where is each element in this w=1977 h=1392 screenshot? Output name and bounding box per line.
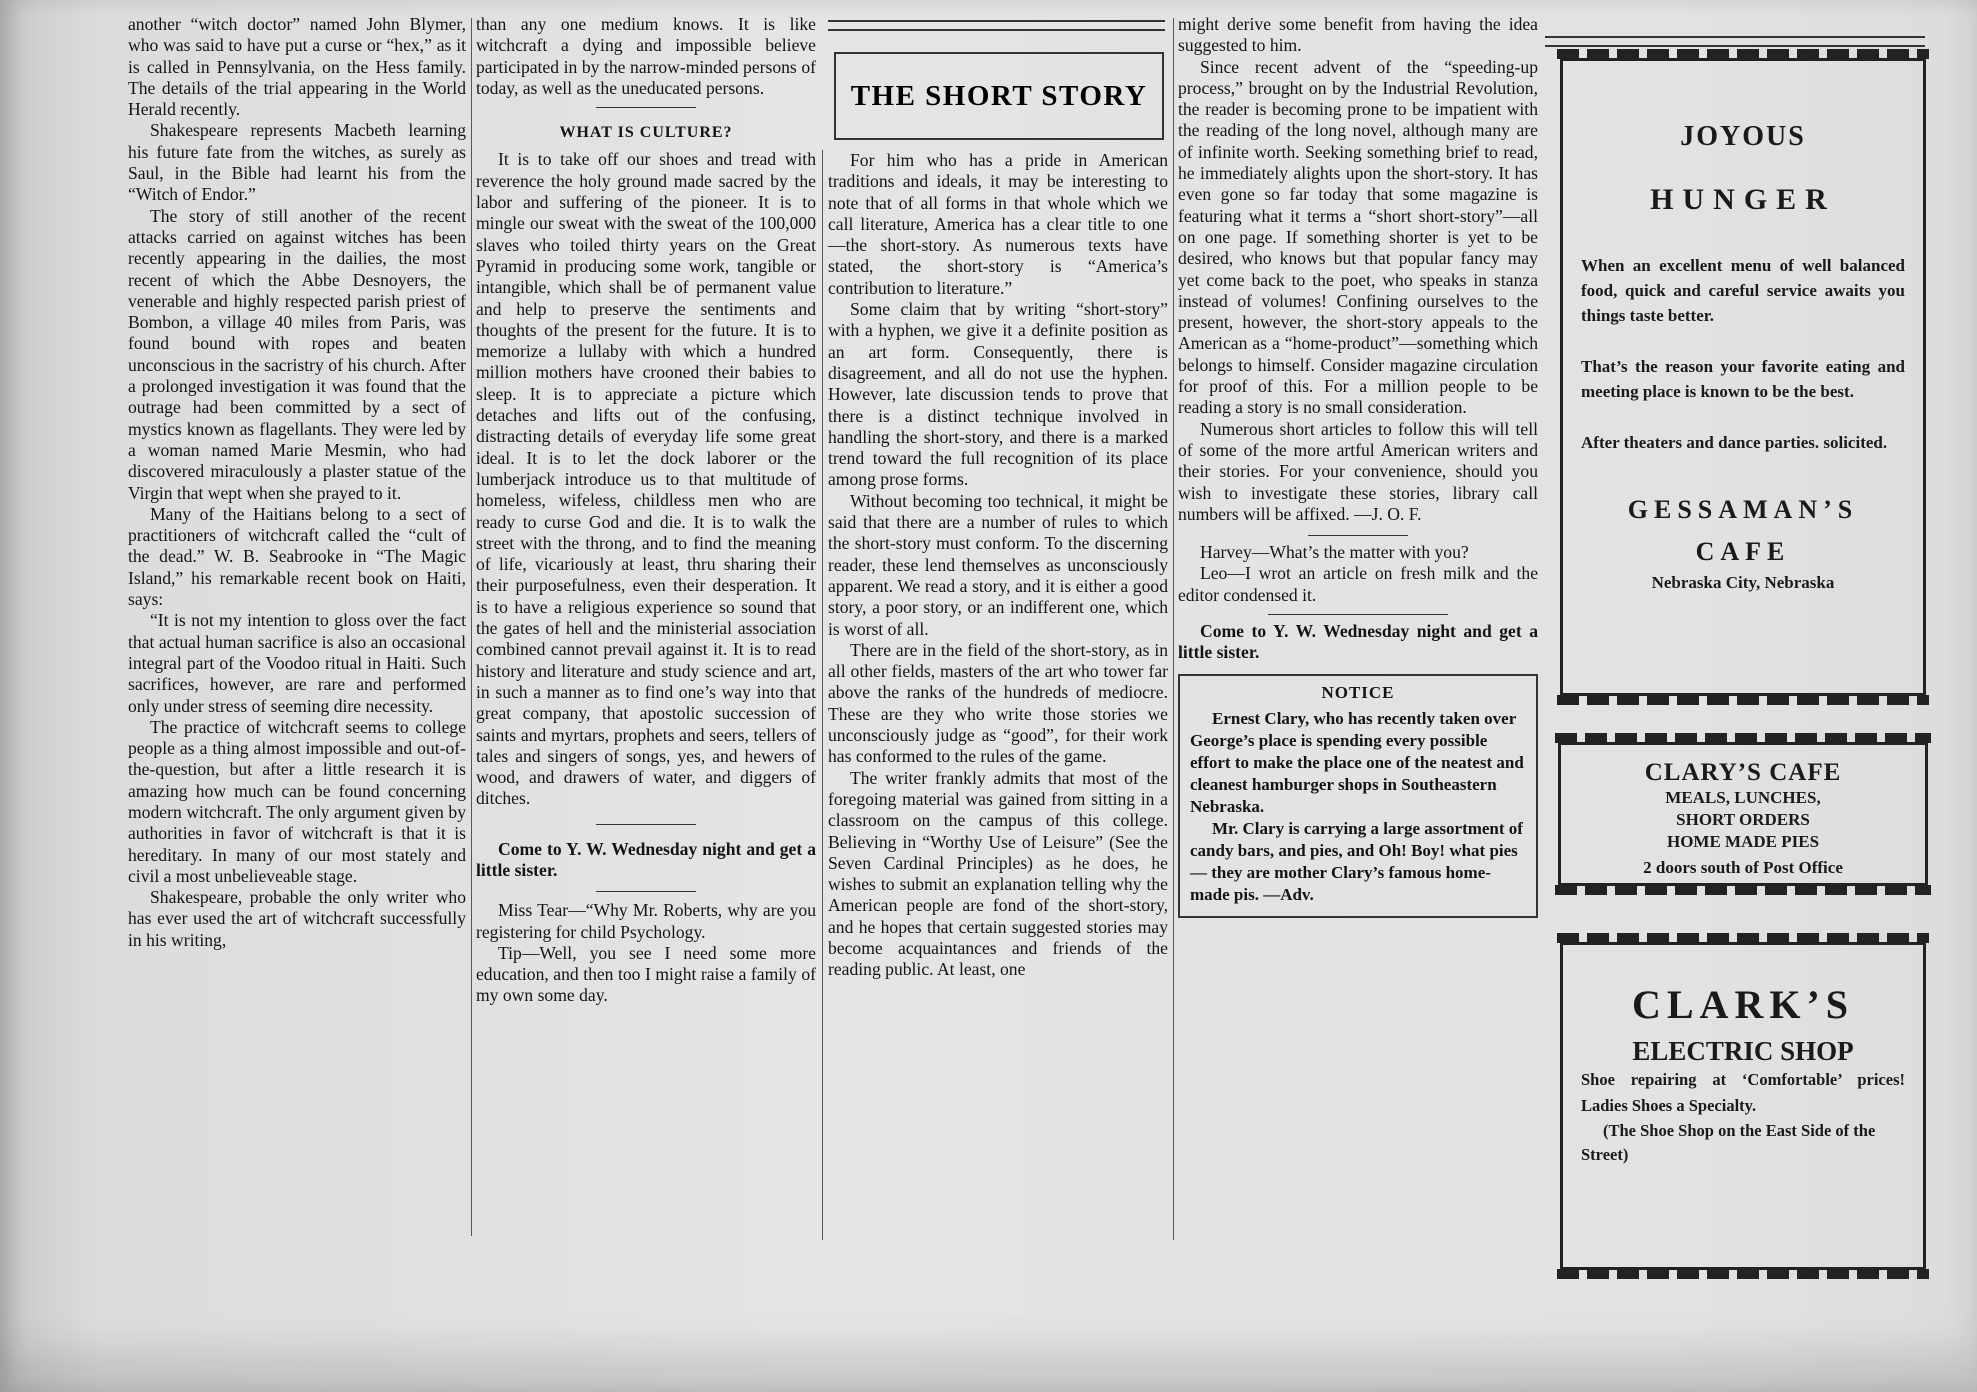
ad-line: SHORT ORDERS bbox=[1676, 810, 1810, 829]
paragraph: Harvey—What’s the matter with you? bbox=[1200, 542, 1469, 563]
paragraph: might derive some benefit from having the idea suggested to him. bbox=[1178, 14, 1538, 56]
notice-box bbox=[1178, 674, 1538, 918]
column-rule bbox=[1173, 18, 1174, 1240]
ad-business-name: CLARK’S bbox=[1631, 982, 1855, 1027]
paragraph: Some claim that by writing “short-story” with a hyphen, we give it a definite position as an art form. Consequently, there is disagreement, and all do not use the hyphen. However, late discussion tends to prove that there is a distinct technique involved in handling the short-story, and there is a marked trend toward the full recognition of its place among prose forms. bbox=[828, 299, 1168, 490]
paragraph: Without becoming too technical, it might be said that there are a number of rules to which the short-story must conform. To the discerning reader, these lend themselves as unconsciously apparent. We read a story, and it is either a good story, a poor story, or an indifferent one, which is worst of all. bbox=[828, 490, 1168, 639]
paragraph: For him who has a pride in American traditions and ideals, it may be interesting to note that of all forms in that whole which we call literature, America has a clear title to one —the short-story. As numerous texts have stated, the short-story is “America’s contribution to literature.” bbox=[828, 150, 1168, 298]
paragraph: another “witch doctor” named John Blymer, who was said to have put a curse or “hex,” as it is called in Pennsylvania, on the Hess family. The details of the trial appearing in the World Herald recently. bbox=[128, 14, 466, 120]
ad-paragraph: Shoe repairing at ‘Comfortable’ prices! Ladies Shoes a Specialty. bbox=[1581, 1070, 1905, 1115]
ad-line: HOME MADE PIES bbox=[1666, 832, 1820, 851]
ad-paragraph: After theaters and dance parties. solicited. bbox=[1581, 433, 1888, 452]
ad-line: 2 doors south of Post Office bbox=[1643, 858, 1843, 877]
ad-gessamans-cafe bbox=[1560, 58, 1926, 696]
announcement: Come to Y. W. Wednesday night and get a little sister. bbox=[476, 838, 816, 880]
ad-clarys-cafe bbox=[1558, 742, 1928, 886]
article-title-box bbox=[834, 52, 1164, 140]
column-short-story-continued bbox=[1178, 14, 1538, 918]
article-title: THE SHORT STORY bbox=[850, 79, 1148, 112]
column-short-story bbox=[828, 150, 1168, 981]
ad-business-name: CAFE bbox=[1695, 537, 1791, 566]
paragraph: The practice of witchcraft seems to college people as a thing almost impossible and out-of-the-question, but after a little research it is amazing how much can be found concerning modern witchcraft. The only argument given by authorities in favor of witchcraft is that it is hereditary. In many of our most stately and civil a most unbelieveable stage. bbox=[128, 716, 466, 886]
ad-line: MEALS, LUNCHES, bbox=[1665, 788, 1821, 807]
header-double-rule bbox=[1545, 36, 1925, 47]
paragraph: Many of the Haitians belong to a sect of practitioners of witchcraft called the “cult of the dead.” W. B. Seabrooke in “The Magic Island,” his remarkable recent book on Haiti, says: bbox=[128, 503, 466, 610]
separator bbox=[596, 107, 696, 108]
quotation-paragraph: “It is not my intention to gloss over the fact that actual human sacrifice is also an occasional integral part of the Voodoo ritual in Haiti. Such sacrifices, however, are rare and performed only under stress of seeming dire necessity. bbox=[128, 610, 466, 716]
column-rule bbox=[822, 150, 823, 1240]
ad-location: Nebraska City, Nebraska bbox=[1651, 573, 1835, 592]
paragraph: The writer frankly admits that most of the foregoing material was gained from sitting in a classroom on the campus of this college. Believing in “Worthy Use of Leisure” (See the Seven Cardinal Principles) as he does, he wishes to submit an explanation telling why the American people are fond of the short-story, and he hopes that certain suggested stories may become acquaintances and friends of the reading public. At least, one bbox=[828, 767, 1168, 980]
notice-paragraph: Ernest Clary, who has recently taken over George’s place is spending every possible effort to make the place one of the neatest and cleanest hamburger shops in Southeastern Nebraska. bbox=[1190, 708, 1524, 816]
paragraph: It is to take off our shoes and tread with reverence the holy ground made sacred by the labor and suffering of the pioneer. It is to mingle our sweat with the sweat of the 100,000 slaves who toiled thirty years on the Great Pyramid in producing some work, tangible or intangible, which shall be of permanent value and help to preserve the sentiments and thoughts of the present for the future. It is to memorize a lullaby with which a hundred million mothers have crooned their babies to sleep. It is to appreciate a picture which detaches and lifts out of the confusing, distracting details of everyday life some great ideal. It is to let the dock laborer or the lumberjack introduce us to that multitude of homeless, wifeless, childless men who are ready to curse God and die. It is to walk the street with the throng, and to find the meaning of life, vicariously at least, thru sharing their their purposefulness, even their desperation. It is to have a religious experience so sound that the gates of hell and the ministerial association combined cannot prevail against it. It is to read history and literature and study science and art, in such a manner as to find one’s way into that great company, that apostolic succession of saints and myrtars, prophets and seers, tellers of tales and singers of songs, yes, and hewers of wood, and drawers of water, and diggers of ditches. bbox=[476, 149, 816, 809]
column-rule bbox=[471, 18, 472, 1236]
paragraph: Shakespeare, probable the only writer who has ever used the art of witchcraft successfully in his writing, bbox=[128, 887, 466, 950]
ad-business-name: CLARY’S CAFE bbox=[1644, 759, 1842, 786]
paragraph: The story of still another of the recent attacks carried on against witches has been recently appearing in the dailies, the most recent of which the Abbe Desnoyers, the venerable and highly respected parish priest of Bombon, a village 40 miles from Paris, was found bound with ropes and beaten unconscious in the sacristry of his church. After a prolonged investigation it was found that the outrage had been committed by a sect of mystics known as flagellants. They were led by a woman named Marie Mesmin, who had discovered miraculously a plaster statue of the Virgin that wept when she prayed to it. bbox=[128, 205, 466, 503]
section-heading: WHAT IS CULTURE? bbox=[559, 124, 733, 142]
ad-paragraph: When an excellent menu of well balanced food, quick and careful service awaits you things taste better. bbox=[1581, 256, 1905, 325]
paragraph: Miss Tear—“Why Mr. Roberts, why are you registering for child Psychology. bbox=[476, 900, 816, 942]
paragraph: Numerous short articles to follow this will tell of some of the more artful American writers and their stories. For your convenience, should you wish to investigate these stories, library call numbers will be affixed. —J. O. F. bbox=[1178, 418, 1538, 524]
separator bbox=[596, 891, 696, 892]
paragraph: Leo—I wrot an article on fresh milk and the editor condensed it. bbox=[1178, 563, 1538, 605]
paragraph: Tip—Well, you see I need some more education, and then too I might raise a family of my own some day. bbox=[476, 942, 816, 1006]
ad-subheadline: ELECTRIC SHOP bbox=[1632, 1036, 1854, 1066]
ad-paragraph: That’s the reason your favorite eating and meeting place is known to be the best. bbox=[1581, 357, 1905, 401]
separator bbox=[1308, 535, 1408, 536]
paragraph: Shakespeare represents Macbeth learning his future fate from the witches, as surely as Saul, in the Bible had learnt his from the “Witch of Endor.” bbox=[128, 120, 466, 205]
paragraph: Since recent advent of the “speeding-up process,” brought on by the Industrial Revolution, the reader is becoming prone to be impatient with the reading of the long novel, although many are of infinite worth. Seeking something brief to read, he immediately alights upon the short-story. It has even gone so far today that some magazine is featuring what it terms a “short short-story”—all on one page. If something shorter is yet to be desired, who knows but that popular fancy may yet come back to the poet, who speaks in stanza instead of volumes! Confining ourselves to the present, however, the short-story appeals to the American as a “home-product”—something which belongs to himself. Consider magazine circulation for proof of this. For a million people to be reading a story is no small consideration. bbox=[1178, 56, 1538, 418]
separator bbox=[596, 824, 696, 825]
header-double-rule bbox=[828, 20, 1165, 31]
column-culture bbox=[476, 14, 816, 1007]
announcement: Come to Y. W. Wednesday night and get a little sister. bbox=[1178, 621, 1538, 663]
paragraph: There are in the field of the short-story, as in all other fields, masters of the art who tower far above the ranks of the hundreds of mediocre. These are they who write those stories we unconsciously judge as “good”, for their work has conformed to the rules of the game. bbox=[828, 639, 1168, 767]
ad-paragraph: (The Shoe Shop on the East Side of the Street) bbox=[1581, 1121, 1876, 1164]
column-witchcraft bbox=[128, 14, 466, 951]
ad-business-name: GESSAMAN’S bbox=[1627, 495, 1859, 524]
separator bbox=[1268, 614, 1448, 615]
ad-headline: JOYOUS bbox=[1680, 121, 1806, 152]
paragraph: than any one medium knows. It is like witchcraft a dying and impossible believe participated in by the narrow-minded persons of today, as well as the uneducated persons. bbox=[476, 14, 816, 98]
notice-paragraph: Mr. Clary is carrying a large assortment of candy bars, and pies, and Oh! Boy! what pies — they are mother Clary’s famous home-made pis. —Adv. bbox=[1190, 818, 1523, 904]
notice-title: NOTICE bbox=[1321, 682, 1395, 702]
ad-clarks-electric-shop bbox=[1560, 942, 1926, 1270]
ad-headline: HUNGER bbox=[1650, 183, 1836, 216]
